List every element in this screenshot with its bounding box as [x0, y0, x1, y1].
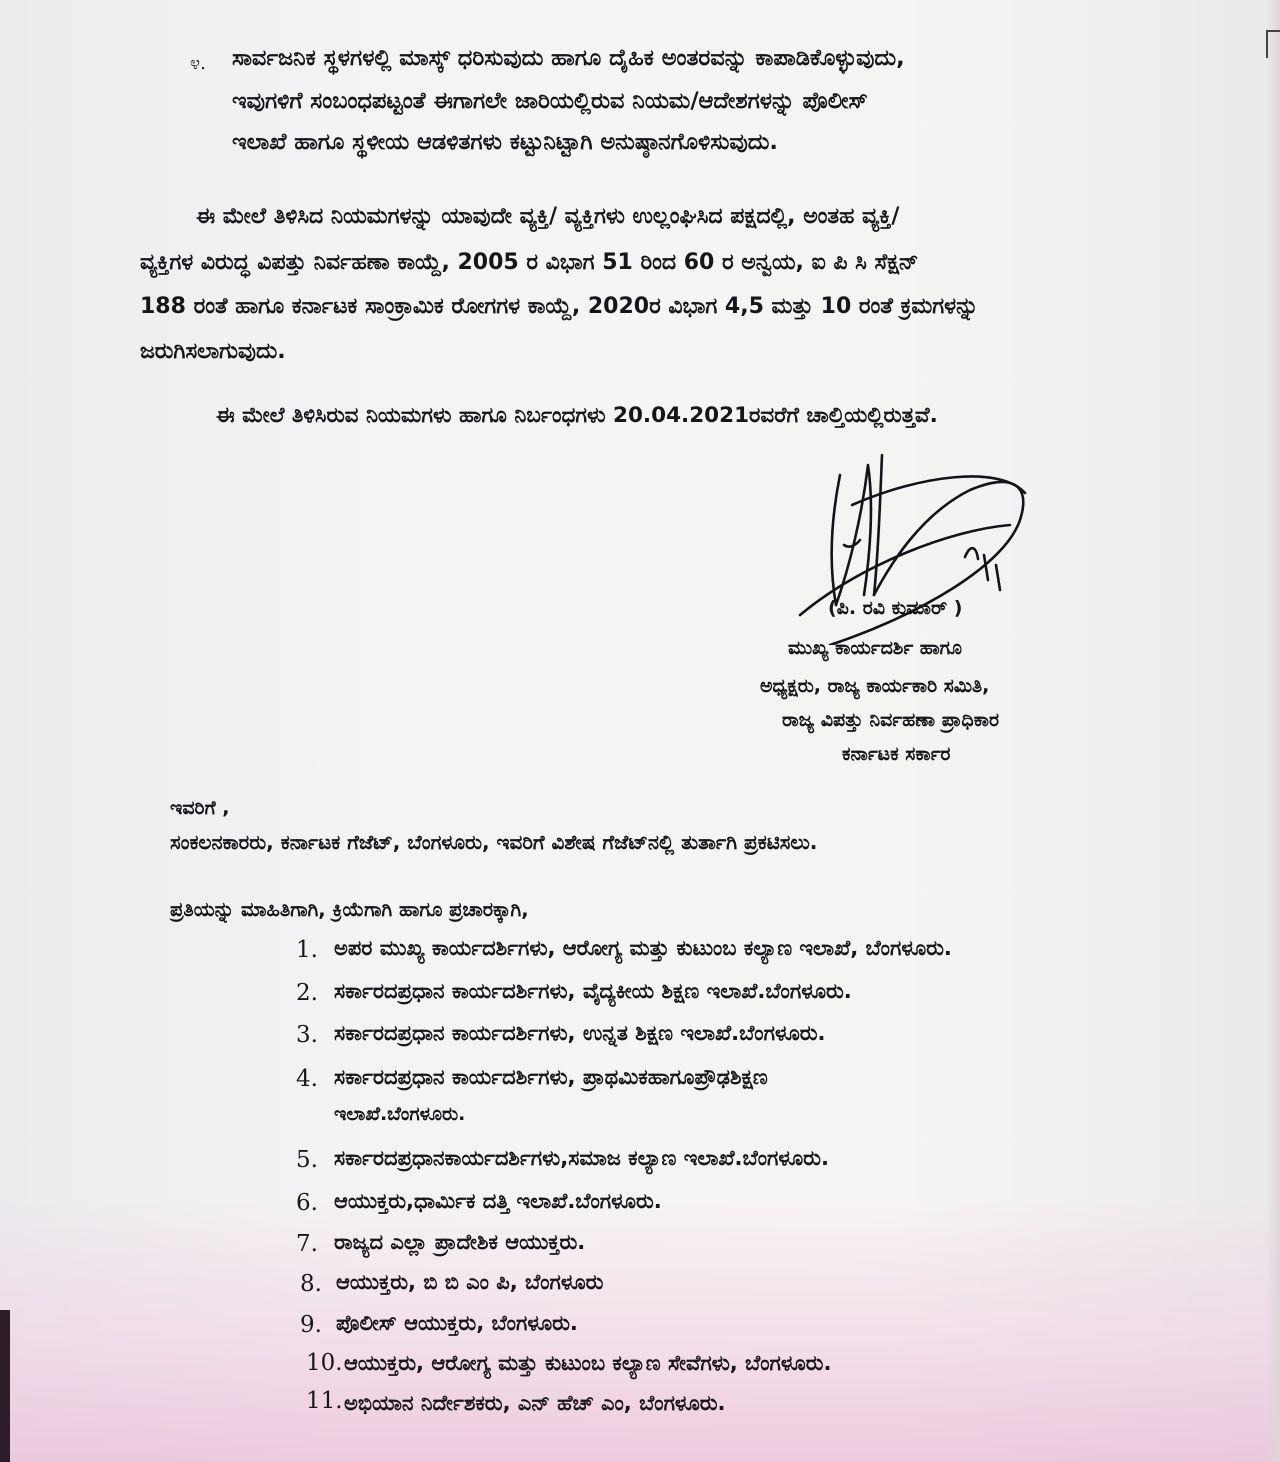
list-item-number: 3.	[296, 1022, 318, 1048]
list-item: ಆಯುಕ್ತರು, ಬಿ ಬಿ ಎಂ ಪಿ, ಬೆಂಗಳೂರು	[336, 1270, 604, 1294]
list-item-number: 5.	[296, 1147, 318, 1173]
paragraph-line: 188 ರಂತೆ ಹಾಗೂ ಕರ್ನಾಟಕ ಸಾಂಕ್ರಾಮಿಕ ರೋಗಗಳ ಕಾಯ್ದೆ, 2020ರ ವಿಭಾಗ 4,5 ಮತ್ತು 10 ರಂತೆ ಕ್ರಮಗಳನ್ನು	[140, 294, 979, 319]
list-item: ಅಭಿಯಾನ ನಿರ್ದೇಶಕರು, ಎನ್ ಹೆಚ್ ಎಂ, ಬೆಂಗಳೂರು.	[344, 1391, 726, 1415]
paragraph-line: ಇಲಾಖೆ ಹಾಗೂ ಸ್ಥಳೀಯ ಆಡಳಿತಗಳು ಕಟ್ಟುನಿಟ್ಟಾಗಿ ಅನುಷ್ಠಾನಗೊಳಿಸುವುದು.	[232, 129, 778, 155]
scan-edge-shadow	[0, 1310, 10, 1462]
list-item: ಸರ್ಕಾರದಪ್ರಧಾನ ಕಾರ್ಯದರ್ಶಿಗಳು, ಪ್ರಾಥಮಿಕಹಾಗೂಪ್ರೌಢಶಿಕ್ಷಣ	[334, 1065, 768, 1089]
list-item: ಸರ್ಕಾರದಪ್ರಧಾನ ಕಾರ್ಯದರ್ಶಿಗಳು, ಉನ್ನತ ಶಿಕ್ಷಣ ಇಲಾಖೆ.ಬೆಂಗಳೂರು.	[334, 1021, 826, 1045]
copy-heading: ಪ್ರತಿಯನ್ನು ಮಾಹಿತಿಗಾಗಿ, ಕ್ರಿಯೆಗಾಗಿ ಹಾಗೂ ಪ್ರಚಾರಕ್ಕಾಗಿ,	[170, 898, 529, 921]
page-corner-mark	[1266, 30, 1280, 58]
list-item-number: 6.	[296, 1190, 318, 1216]
paragraph-line: ಜರುಗಿಸಲಾಗುವುದು.	[140, 339, 286, 364]
validity-statement: ಈ ಮೇಲೆ ತಿಳಿಸಿರುವ ನಿಯಮಗಳು ಹಾಗೂ ನಿರ್ಬಂಧಗಳು 20.04.2021ರವರೆಗೆ ಚಾಲ್ತಿಯಲ್ಲಿರುತ್ತವೆ.	[216, 403, 938, 428]
list-item: ಸರ್ಕಾರದಪ್ರಧಾನ ಕಾರ್ಯದರ್ಶಿಗಳು, ವೈದ್ಯಕೀಯ ಶಿಕ್ಷಣ ಇಲಾಖೆ.ಬೆಂಗಳೂರು.	[334, 979, 852, 1003]
list-item: ಆಯುಕ್ತರು,ಧಾರ್ಮಿಕ ದತ್ತಿ ಇಲಾಖೆ.ಬೆಂಗಳೂರು.	[334, 1189, 662, 1213]
list-item: ಆಯುಕ್ತರು, ಆರೋಗ್ಯ ಮತ್ತು ಕುಟುಂಬ ಕಲ್ಯಾಣ ಸೇವೆಗಳು, ಬೆಂಗಳೂರು.	[344, 1351, 832, 1375]
list-item: ರಾಜ್ಯದ ಎಲ್ಲಾ ಪ್ರಾದೇಶಿಕ ಆಯುಕ್ತರು.	[334, 1230, 586, 1254]
list-item-continuation: ಇಲಾಖೆ.ಬೆಂಗಳೂರು.	[334, 1103, 466, 1125]
list-item-number: 1.	[296, 937, 318, 963]
to-heading: ಇವರಿಗೆ ,	[170, 797, 230, 819]
page-edge-shadow	[1266, 0, 1280, 1462]
signatory-name: (ಪಿ. ರವಿ ಕುಮಾರ್ )	[828, 597, 963, 619]
list-item-number: 2.	[296, 980, 318, 1006]
list-item-number: 7.	[296, 1231, 318, 1257]
paragraph-line: ಈ ಮೇಲೆ ತಿಳಿಸಿದ ನಿಯಮಗಳನ್ನು ಯಾವುದೇ ವ್ಯಕ್ತಿ/ ವ್ಯಕ್ತಿಗಳು ಉಲ್ಲಂಘಿಸಿದ ಪಕ್ಷದಲ್ಲಿ, ಅಂತಹ ವ್ಯಕ್ತಿ/	[196, 204, 900, 229]
list-item-number: 11.	[306, 1388, 343, 1414]
list-item: ಪೊಲೀಸ್ ಆಯುಕ್ತರು, ಬೆಂಗಳೂರು.	[336, 1311, 578, 1335]
list-item-number: 9.	[300, 1312, 322, 1338]
to-recipient: ಸಂಕಲನಕಾರರು, ಕರ್ನಾಟಕ ಗೆಜೆಟ್, ಬೆಂಗಳೂರು, ಇವರಿಗೆ ವಿಶೇಷ ಗೆಜೆಟ್‌ನಲ್ಲಿ ತುರ್ತಾಗಿ ಪ್ರಕಟಿಸಲು.	[170, 830, 818, 854]
list-item-number: 10.	[306, 1350, 343, 1376]
list-item: ಸರ್ಕಾರದಪ್ರಧಾನಕಾರ್ಯದರ್ಶಿಗಳು,ಸಮಾಜ ಕಲ್ಯಾಣ ಇಲಾಖೆ.ಬೆಂಗಳೂರು.	[334, 1146, 829, 1170]
list-item: ಅಪರ ಮುಖ್ಯ ಕಾರ್ಯದರ್ಶಿಗಳು, ಆರೋಗ್ಯ ಮತ್ತು ಕುಟುಂಬ ಕಲ್ಯಾಣ ಇಲಾಖೆ, ಬೆಂಗಳೂರು.	[334, 936, 952, 960]
paragraph-line: ಇವುಗಳಿಗೆ ಸಂಬಂಧಪಟ್ಟಂತೆ ಈಗಾಗಲೇ ಜಾರಿಯಲ್ಲಿರುವ ನಿಯಮ/ಆದೇಶಗಳನ್ನು ಪೊಲೀಸ್	[232, 88, 868, 114]
signatory-designation: ಮುಖ್ಯ ಕಾರ್ಯದರ್ಶಿ ಹಾಗೂ	[788, 637, 963, 659]
list-item-number: 8.	[300, 1271, 322, 1297]
paragraph-line: ವ್ಯಕ್ತಿಗಳ ವಿರುದ್ಧ ವಿಪತ್ತು ನಿರ್ವಹಣಾ ಕಾಯ್ದೆ, 2005 ರ ವಿಭಾಗ 51 ರಿಂದ 60 ರ ಅನ್ವಯ, ಐ ಪಿ ಸಿ ಸೆಕ್ಷನ್	[140, 250, 919, 275]
paragraph-line: ಸಾರ್ವಜನಿಕ ಸ್ಥಳಗಳಲ್ಲಿ ಮಾಸ್ಕ್ ಧರಿಸುವುದು ಹಾಗೂ ದೈಹಿಕ ಅಂತರವನ್ನು ಕಾಪಾಡಿಕೊಳ್ಳುವುದು,	[232, 45, 905, 71]
clause-number: ೪.	[190, 53, 206, 74]
signatory-designation: ರಾಜ್ಯ ವಿಪತ್ತು ನಿರ್ವಹಣಾ ಪ್ರಾಧಿಕಾರ	[782, 709, 1000, 731]
signatory-designation: ಅಧ್ಯಕ್ಷರು, ರಾಜ್ಯ ಕಾರ್ಯಕಾರಿ ಸಮಿತಿ,	[760, 675, 990, 697]
list-item-number: 4.	[296, 1066, 318, 1092]
signatory-designation: ಕರ್ನಾಟಕ ಸರ್ಕಾರ	[842, 743, 951, 765]
